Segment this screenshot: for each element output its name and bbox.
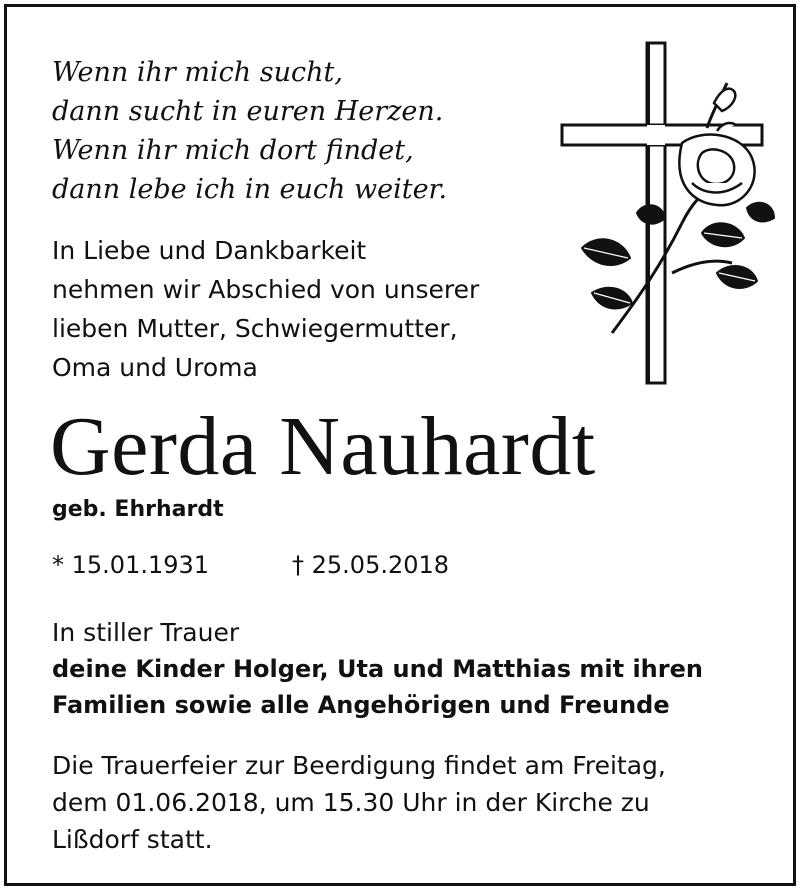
- intro-line: In Liebe und Dankbarkeit: [52, 236, 367, 265]
- poem-line: dann sucht in euren Herzen.: [52, 96, 444, 127]
- poem-line: dann lebe ich in euch weiter.: [52, 174, 448, 205]
- deceased-name: Gerda Nauhardt: [50, 400, 596, 493]
- life-dates: [52, 551, 450, 579]
- mourners-line: deine Kinder Holger, Uta und Matthias mit ihren: [52, 655, 703, 683]
- birth-date: * 15.01.1931: [52, 551, 210, 579]
- rose-icon: [612, 83, 732, 333]
- leaf-icons: [582, 203, 774, 309]
- obituary-frame: [4, 4, 796, 886]
- poem-line: Wenn ihr mich dort findet,: [52, 135, 414, 166]
- intro-line: lieben Mutter, Schwiegermutter,: [52, 314, 458, 343]
- poem-line: Wenn ihr mich sucht,: [52, 57, 343, 88]
- mourners: [52, 615, 703, 723]
- intro-line: nehmen wir Abschied von unserer: [52, 275, 480, 304]
- mourners-line: Familien sowie alle Angehörigen und Freunde: [52, 691, 670, 719]
- service-line: Lißdorf statt.: [52, 825, 213, 854]
- mourners-intro: In stiller Trauer: [52, 618, 240, 647]
- service-line: dem 01.06.2018, um 15.30 Uhr in der Kirche zu: [52, 788, 650, 817]
- poem: [52, 53, 447, 209]
- rose-bloom: [679, 89, 754, 206]
- maiden-name: geb. Ehrhardt: [52, 497, 224, 522]
- service-line: Die Trauerfeier zur Beerdigung findet am Freitag,: [52, 751, 666, 780]
- death-date: † 25.05.2018: [292, 551, 450, 579]
- intro-text: [52, 231, 479, 387]
- service-info: [52, 747, 666, 858]
- intro-line: Oma und Uroma: [52, 353, 258, 382]
- cross-with-rose-icon: [552, 33, 782, 393]
